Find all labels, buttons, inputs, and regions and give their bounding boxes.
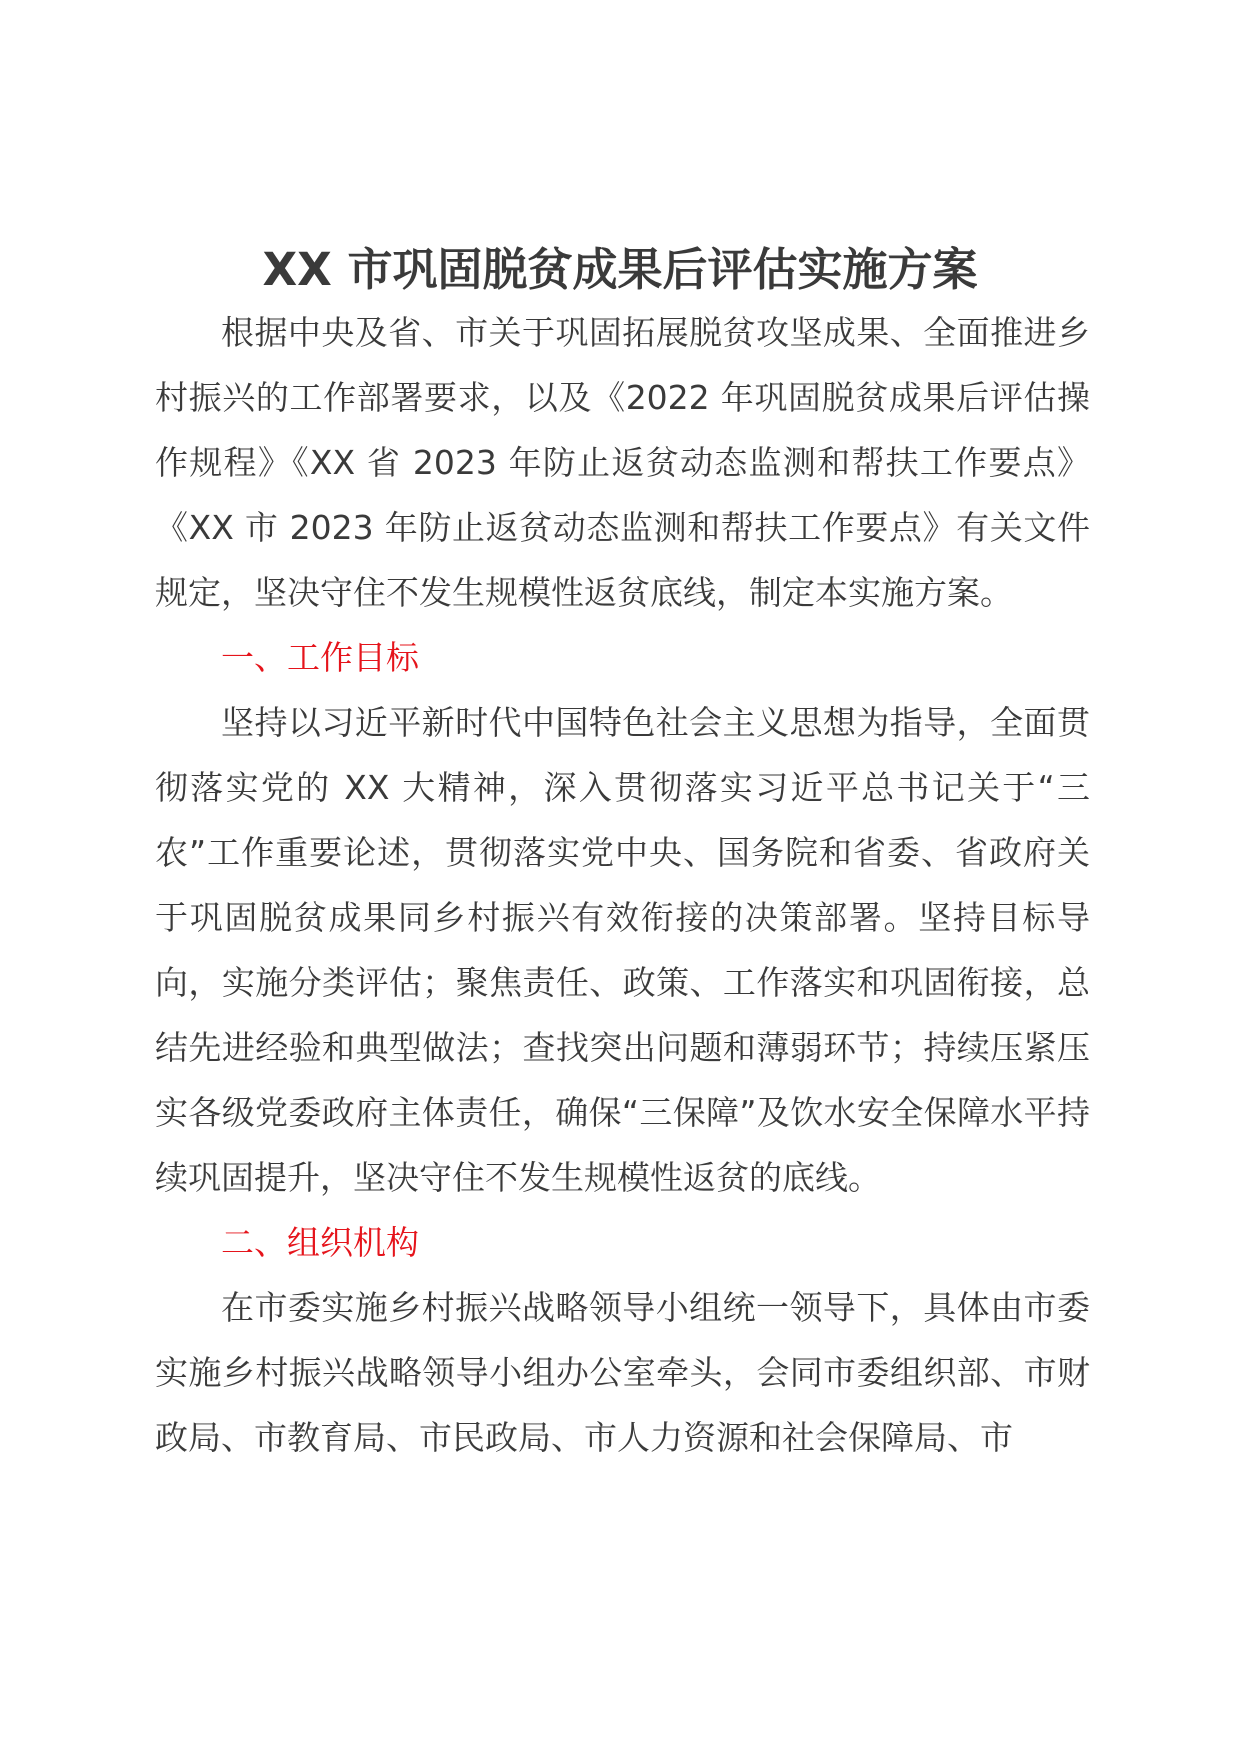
- section-paragraph-organization: 在市委实施乡村振兴战略领导小组统一领导下，具体由市委实施乡村振兴战略领导小组办公室牵头，会同市委组织部、市财政局、市教育局、市民政局、市人力资源和社会保障局、市: [155, 1288, 1090, 1457]
- document-body: [155, 300, 1090, 1470]
- section-heading-organization: 二、组织机构: [221, 1223, 419, 1262]
- section-paragraph-goals: 坚持以习近平新时代中国特色社会主义思想为指导，全面贯彻落实党的 XX 大精神，深入贯彻落实习近平总书记关于“三农”工作重要论述，贯彻落实党中央、国务院和省委、省政府关于巩固脱贫成果同乡村振兴有效衔接的决策部署。坚持目标导向，实施分类评估；聚焦责任、政策、工作落实和巩固衔接，总结先进经验和典型做法；查找突出问题和薄弱环节；持续压紧压实各级党委政府主体责任，确保“三保障”及饮水安全保障水平持续巩固提升，坚决守住不发生规模性返贫的底线。: [155, 703, 1090, 1197]
- document-title: XX 市巩固脱贫成果后评估实施方案: [262, 243, 978, 296]
- section-heading-goals: 一、工作目标: [221, 638, 419, 677]
- intro-paragraph: 根据中央及省、市关于巩固拓展脱贫攻坚成果、全面推进乡村振兴的工作部署要求，以及《2022 年巩固脱贫成果后评估操作规程》《XX 省 2023 年防止返贫动态监测和帮扶工作要点》《XX 市 2023 年防止返贫动态监测和帮扶工作要点》有关文件规定，坚决守住不发生规模性返贫底线，制定本实施方案。: [155, 313, 1090, 612]
